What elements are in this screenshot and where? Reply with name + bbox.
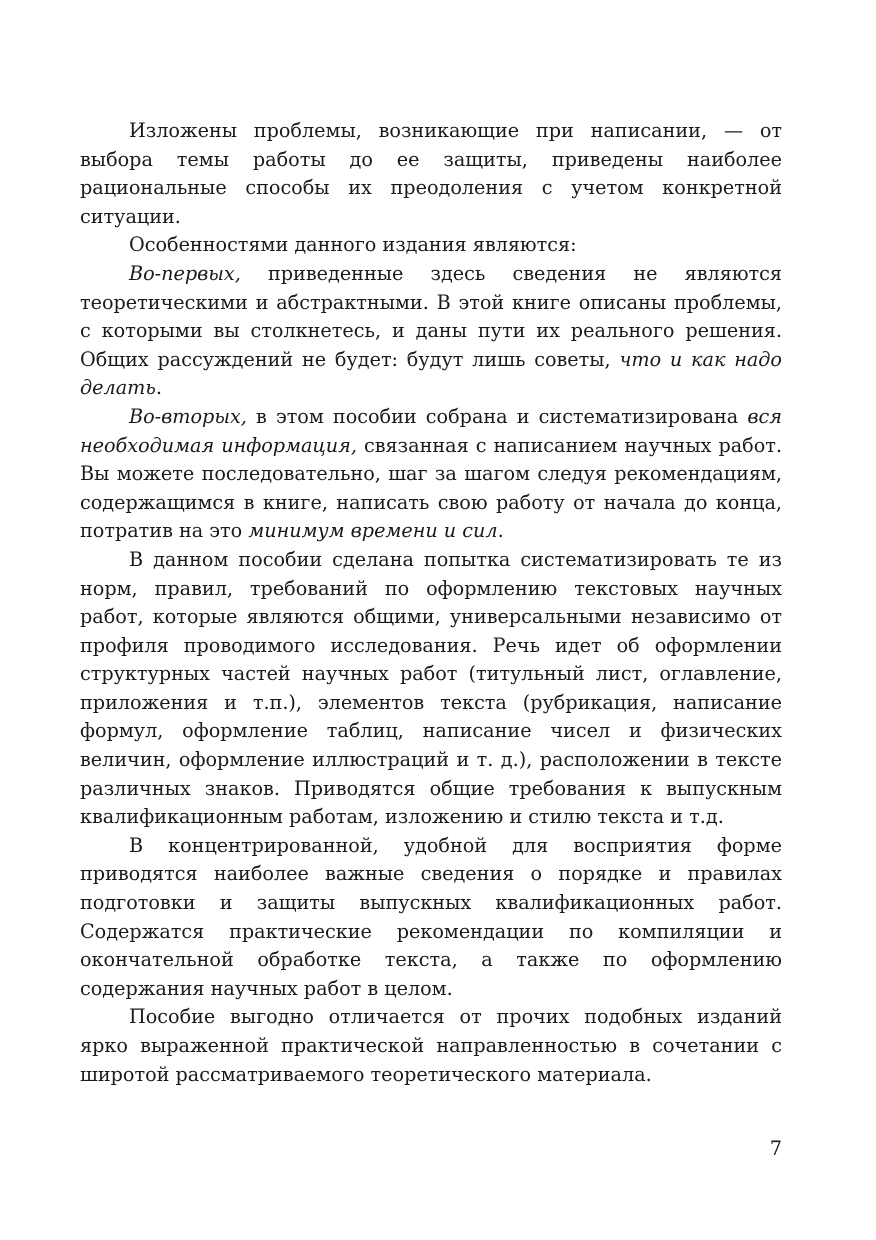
text-run: связанная с написанием научных работ. Вы можете последовательно, шаг за шагом следуя рекомендациям, содержащимся в книге, написать свою работу от начала до конца, потратив на это (80, 433, 782, 543)
text-run: приведенные здесь сведения не являются теоретическими и абстрактными. В этой книге описаны проблемы, с которыми вы столкнетесь, и даны пути их реального решения. Общих рассуждений не будет: будут лишь советы, (80, 261, 782, 371)
paragraph-systematization (80, 546, 782, 832)
italic-run: что и как надо делать (80, 347, 782, 400)
body-text (80, 117, 782, 1089)
text-run: Изложены проблемы, возникающие при написании, — от выбора темы работы до ее защиты, приведены наиболее рациональные способы их преодоления с учетом конкретной ситуации. (80, 119, 782, 228)
text-run: В концентрированной, удобной для восприятия форме приводятся наиболее важные сведения о порядке и правилах подготовки и защиты выпускных квалификационных работ. Содержатся практические рекомендации по компиляции и окончательной обработке текста, а также по оформлению содержания научных работ в целом. (80, 833, 782, 1000)
text-run: В данном пособии сделана попытка систематизировать те из норм, правил, требований по оформлению текстовых научных работ, которые являются общими, универсальными независимо от профиля проводимого исследования. Речь идет об оформлении структурных частей научных работ (титульный лист, оглавление, приложения и т.п.), элементов текста (рубрикация, написание формул, оформление таблиц, написание чисел и физических величин, оформление иллюстраций и т. д.), расположении в тексте различных знаков. Приводятся общие требования к выпускным квалификационным работам, изложению и стилю текста и т.д. (80, 547, 782, 829)
paragraph-firstly (80, 260, 782, 403)
text-run: Пособие выгодно отличается от прочих подобных изданий ярко выраженной практической направленностью в сочетании с широтой рассматриваемого теоретического материала. (80, 1005, 782, 1086)
italic-run: вся необходимая информация, (80, 404, 782, 457)
text-run: в этом пособии собрана и систематизирована (246, 404, 748, 428)
italic-run: Во-вторых, (129, 404, 247, 428)
text-run: Особенностями данного издания являются: (129, 233, 577, 257)
text-run: . (155, 376, 162, 400)
page-number: 7 (769, 1137, 782, 1160)
text-run: . (497, 519, 504, 543)
paragraph-features-lead (80, 231, 782, 260)
italic-run: минимум времени и сил (248, 519, 498, 543)
italic-run: Во-первых, (129, 261, 241, 285)
paragraph-concentrated-form (80, 832, 782, 1004)
paragraph-advantages (80, 1003, 782, 1089)
paragraph-secondly (80, 403, 782, 546)
paragraph-intro (80, 117, 782, 231)
